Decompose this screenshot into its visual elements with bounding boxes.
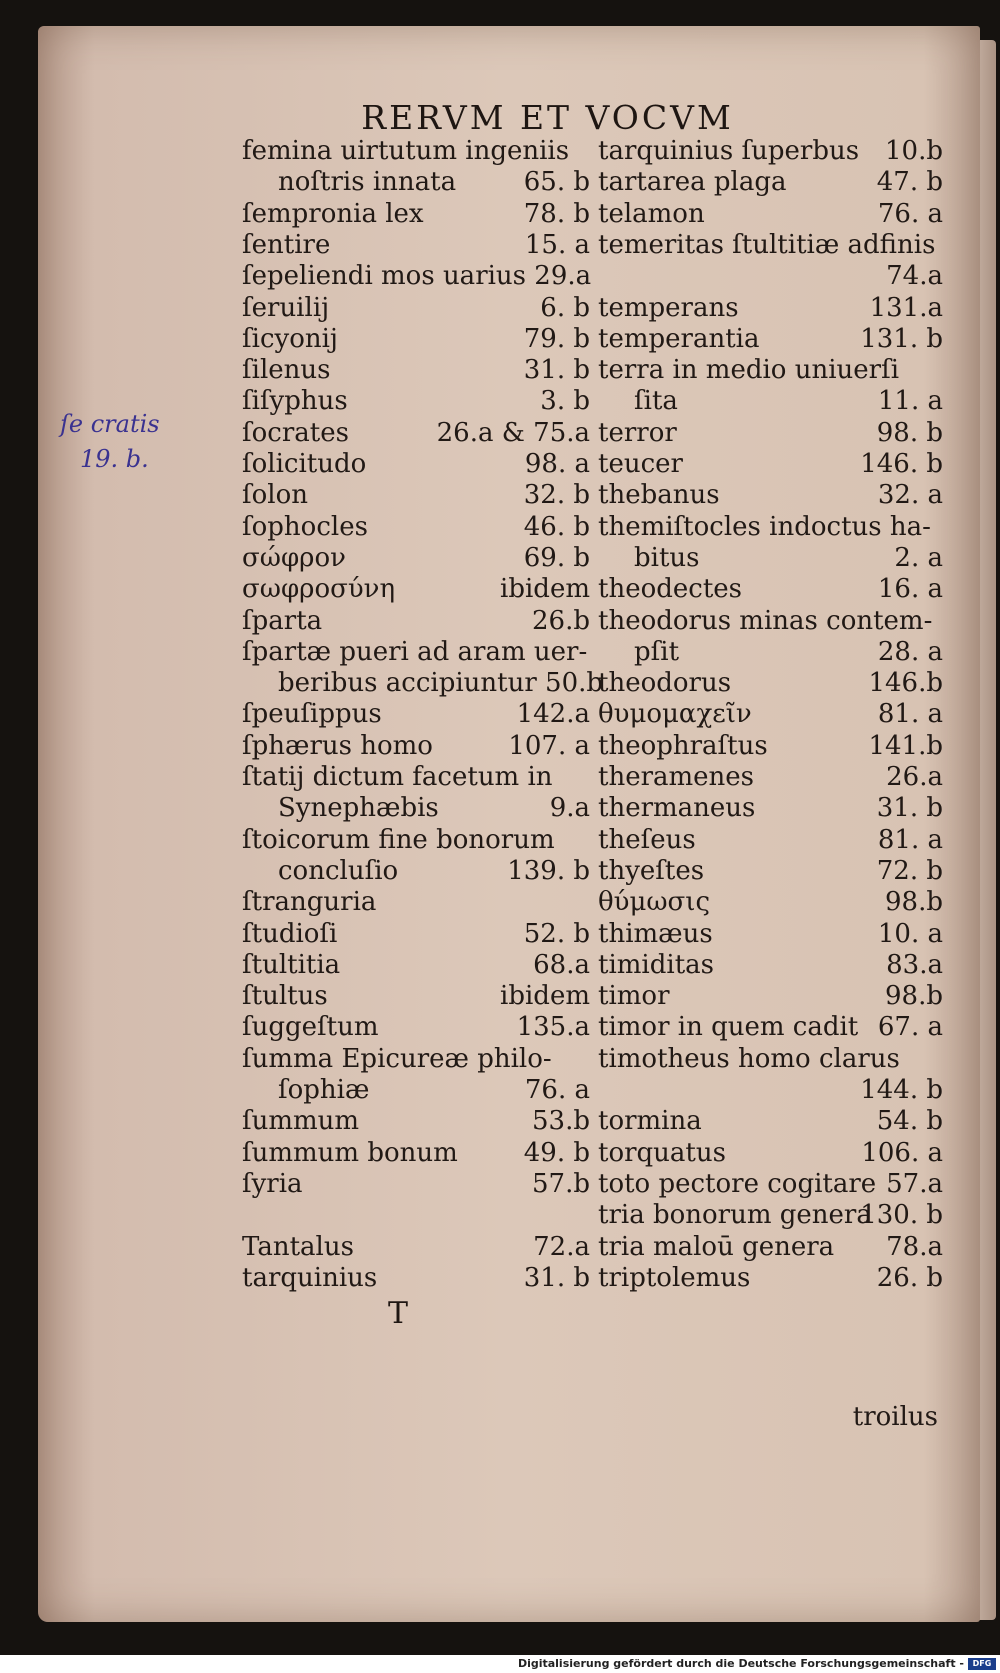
index-term: ſtranguria <box>242 887 377 918</box>
index-entry <box>598 542 943 575</box>
page-reference: ibidem <box>500 574 590 605</box>
index-term: theodorus minas contem- <box>598 605 933 636</box>
index-entry <box>242 855 590 888</box>
page-reference: 16. a <box>877 574 943 605</box>
index-entry <box>598 417 943 450</box>
index-entry <box>242 1168 590 1201</box>
index-entry <box>242 1043 590 1076</box>
index-entry <box>242 761 590 794</box>
index-entry <box>242 949 590 982</box>
index-term: noſtris innata <box>278 167 457 198</box>
index-term: ſepeliendi mos uarius 29.a <box>242 261 592 292</box>
page-reference: 131. b <box>860 323 943 354</box>
index-term: timor in quem cadit <box>598 1012 859 1043</box>
index-entry <box>598 166 943 199</box>
index-entry <box>242 479 590 512</box>
index-entry <box>598 385 943 418</box>
catchword: troilus <box>852 1402 938 1432</box>
index-term: torquatus <box>598 1137 726 1168</box>
index-term: triptolemus <box>598 1262 751 1293</box>
index-entry <box>242 730 590 763</box>
footer-bar <box>0 1655 1000 1673</box>
index-entry <box>242 636 590 669</box>
index-entry <box>242 824 590 857</box>
page-reference: 81. a <box>877 699 943 730</box>
index-entry <box>598 605 943 638</box>
index-entry <box>598 573 943 606</box>
page-reference: 47. b <box>876 167 943 198</box>
page-reference: 31. b <box>523 355 590 386</box>
index-term: σώφρον <box>242 542 346 573</box>
index-term: thyeſtes <box>598 855 705 886</box>
page-reference: 26.a <box>886 762 943 792</box>
index-entry <box>242 198 590 231</box>
index-entry <box>598 292 943 325</box>
index-entry <box>242 1262 590 1295</box>
index-entry <box>598 1105 943 1138</box>
index-entry <box>598 792 943 825</box>
index-entry <box>598 636 943 669</box>
index-term: femina uirtutum ingeniis <box>242 136 570 166</box>
index-term: theramenes <box>598 762 755 792</box>
index-term: Synephæbis <box>278 793 439 824</box>
index-entry <box>598 135 943 168</box>
index-entry <box>598 1043 943 1076</box>
page-reference: 131.a <box>869 292 943 323</box>
index-entry <box>598 918 943 951</box>
index-entry <box>242 698 590 731</box>
index-entry <box>598 511 943 544</box>
index-entry <box>598 824 943 857</box>
index-entry <box>242 667 604 700</box>
page-reference: 31. b <box>523 1262 590 1293</box>
page-reference: 46. b <box>523 511 590 542</box>
index-entry <box>598 198 943 231</box>
page-reference: 72.a <box>533 1231 590 1262</box>
page-reference: 142.a <box>516 699 590 730</box>
index-entry <box>598 260 943 293</box>
index-term: ſiſyphus <box>242 386 348 417</box>
page-reference: 11. a <box>877 386 943 417</box>
page-reference: 3. b <box>540 386 590 417</box>
page-reference: 98. b <box>876 417 943 448</box>
running-head: RERVM ET VOCVM <box>361 98 734 137</box>
page-reference: 26.b <box>532 605 590 636</box>
index-term: ſtoicorum fine bonorum <box>242 824 555 855</box>
index-entry <box>242 166 590 199</box>
index-entry <box>598 698 943 731</box>
index-term: tormina <box>598 1106 702 1137</box>
page-reference: 139. b <box>507 855 590 886</box>
index-term: tria bonorum genera <box>598 1200 872 1231</box>
index-entry <box>242 1199 590 1232</box>
index-entry <box>242 385 590 418</box>
page-reference: 146. b <box>860 449 943 479</box>
page-reference: 74.a <box>886 261 943 292</box>
index-term: ſtudioſi <box>242 918 338 949</box>
index-entry <box>242 980 590 1013</box>
index-entry <box>242 918 590 951</box>
index-term: ſtultus <box>242 981 328 1012</box>
page-reference: 68.a <box>533 949 590 980</box>
page-reference: 6. b <box>540 292 590 323</box>
index-term: σωφροσύνη <box>242 574 396 605</box>
page-reference: 146.b <box>868 668 943 699</box>
index-term: toto pectore cogitare <box>598 1168 877 1199</box>
index-term: ſolon <box>242 480 308 511</box>
page-reference: 2. a <box>894 542 943 573</box>
index-entry <box>242 135 590 168</box>
page-reference: 141.b <box>868 730 943 761</box>
index-term: ſummum <box>242 1106 360 1137</box>
page-reference: 32. b <box>523 480 590 511</box>
page-reference: 98.b <box>885 887 943 918</box>
index-entry <box>242 886 590 919</box>
index-entry <box>598 730 943 763</box>
index-entry <box>242 1011 590 1044</box>
index-term: thimæus <box>598 918 713 949</box>
index-entry <box>242 573 590 606</box>
index-term: bitus <box>634 542 700 573</box>
index-term: ſicyonij <box>242 323 338 354</box>
index-term: terra in medio uniuerſi <box>598 355 900 386</box>
index-term: ſtatij dictum facetum in <box>242 762 553 792</box>
index-term: temperantia <box>598 323 760 354</box>
page-reference: 31. b <box>876 793 943 824</box>
index-term: ſphærus homo <box>242 730 433 761</box>
page-reference: 76. a <box>877 198 943 229</box>
index-term: ſtultitia <box>242 949 341 980</box>
index-entry <box>598 761 943 794</box>
index-entry <box>598 949 943 982</box>
page-reference: 135.a <box>516 1012 590 1043</box>
index-term: pſit <box>634 636 680 667</box>
page-reference: 144. b <box>860 1075 943 1105</box>
index-term: tria maloū genera <box>598 1231 835 1262</box>
index-term: thermaneus <box>598 793 756 824</box>
index-term: teucer <box>598 449 683 479</box>
index-term: ſophocles <box>242 511 368 542</box>
index-term: theodectes <box>598 574 743 605</box>
page-reference: 72. b <box>876 855 943 886</box>
page-reference: 78.a <box>886 1231 943 1262</box>
index-term: ſita <box>634 386 678 417</box>
index-term: timiditas <box>598 949 714 980</box>
page-reference: 83.a <box>886 949 943 980</box>
page-reference: 32. a <box>877 480 943 511</box>
page-reference: 52. b <box>523 918 590 949</box>
index-entry <box>242 323 590 356</box>
index-entry <box>242 1105 590 1138</box>
index-term: timor <box>598 981 670 1012</box>
index-term: ſpeuſippus <box>242 699 382 730</box>
index-entry <box>242 260 590 293</box>
page-reference: 54. b <box>876 1106 943 1137</box>
index-term: Tantalus <box>242 1231 354 1262</box>
index-term: beribus accipiuntur 50.b <box>278 668 604 699</box>
index-entry <box>598 1137 943 1170</box>
page-reference: 98. a <box>524 449 590 479</box>
page-reference: 53.b <box>532 1106 590 1137</box>
index-entry <box>598 855 943 888</box>
index-entry <box>598 1262 943 1295</box>
index-term: ſophiæ <box>278 1075 370 1105</box>
page-reference: 15. a <box>524 229 590 260</box>
index-term: ſocrates <box>242 417 349 448</box>
page-reference: 28. a <box>877 636 943 667</box>
index-term: terror <box>598 417 677 448</box>
index-entry <box>242 605 590 638</box>
index-term: theſeus <box>598 824 696 855</box>
page-reference: 65. b <box>523 167 590 198</box>
page-reference: 9.a <box>549 793 590 824</box>
index-entry <box>598 448 943 481</box>
index-entry <box>242 542 590 575</box>
page-reference: 10.b <box>885 136 943 166</box>
dfg-logo: DFG <box>968 1658 996 1670</box>
index-term: tarquinius <box>242 1262 378 1293</box>
index-term: ſeruilij <box>242 292 330 323</box>
index-term: tartarea plaga <box>598 167 787 198</box>
index-entry <box>598 479 943 512</box>
index-entry <box>242 229 590 262</box>
index-entry <box>598 1168 943 1201</box>
index-term: θυμομαχεῖν <box>598 699 752 730</box>
index-entry <box>242 1137 590 1170</box>
index-term: ſolicitudo <box>242 449 367 479</box>
index-entry <box>242 1074 590 1107</box>
index-entry <box>598 1074 943 1107</box>
index-entry <box>598 980 943 1013</box>
index-entry <box>242 1231 590 1264</box>
page-reference: ibidem <box>500 981 590 1012</box>
page-reference: 106. a <box>861 1137 943 1168</box>
page-reference: 49. b <box>523 1137 590 1168</box>
index-term: temperans <box>598 292 739 323</box>
index-entry <box>242 292 590 325</box>
index-term: θύμωσις <box>598 887 711 918</box>
page-reference: 81. a <box>877 824 943 855</box>
page-reference: 67. a <box>877 1012 943 1043</box>
index-term: ſpartæ pueri ad aram uer- <box>242 636 588 667</box>
page-reference: 57.b <box>532 1168 590 1199</box>
index-term: thebanus <box>598 480 720 511</box>
index-entry <box>598 1231 943 1264</box>
page-reference: 10. a <box>877 918 943 949</box>
index-term: ſummum bonum <box>242 1137 458 1168</box>
index-term: themiſtocles indoctus ha- <box>598 511 931 542</box>
index-term: theodorus <box>598 668 732 699</box>
index-term: telamon <box>598 198 705 229</box>
index-term: theophraſtus <box>598 730 768 761</box>
index-entry <box>242 354 590 387</box>
section-letter: T <box>387 1296 408 1331</box>
index-term: ſilenus <box>242 355 331 386</box>
index-term: ſumma Epicureæ philo- <box>242 1043 552 1074</box>
index-term: ſparta <box>242 605 323 636</box>
marginal-note: ſe cratis <box>60 410 160 438</box>
page-reference: 76. a <box>524 1075 590 1105</box>
index-entry <box>598 1199 943 1232</box>
index-term: timotheus homo clarus <box>598 1043 900 1074</box>
page-reference: 26. b <box>876 1262 943 1293</box>
index-entry <box>598 229 943 262</box>
page-reference: 57.a <box>886 1168 943 1199</box>
marginal-note: 19. b. <box>80 445 149 473</box>
index-entry <box>242 417 590 450</box>
index-term: temeritas ſtultitiæ adfinis <box>598 229 936 260</box>
index-entry <box>598 1011 943 1044</box>
index-term: tarquinius ſuperbus <box>598 136 860 166</box>
page-reference: 79. b <box>523 323 590 354</box>
page-reference: 98.b <box>885 981 943 1012</box>
index-entry <box>598 323 943 356</box>
page-reference: 107. a <box>508 730 590 761</box>
index-entry <box>242 511 590 544</box>
funding-notice: Digitalisierung gefördert durch die Deutsche Forschungsgemeinschaft - <box>517 1657 964 1670</box>
page-reference: 78. b <box>523 198 590 229</box>
index-entry <box>598 886 943 919</box>
page-reference: 69. b <box>523 542 590 573</box>
index-entry <box>598 354 943 387</box>
index-entry <box>242 448 590 481</box>
index-term: ſentire <box>242 229 331 260</box>
page-reference: 130. b <box>860 1200 943 1231</box>
index-term: ſuggeſtum <box>242 1012 379 1043</box>
index-entry <box>598 667 943 700</box>
index-term: concluſio <box>278 855 399 886</box>
index-term: ſyria <box>242 1168 303 1199</box>
index-entry <box>242 792 590 825</box>
index-term: ſempronia lex <box>242 198 424 229</box>
page-reference: 26.a & 75.a <box>436 417 590 448</box>
